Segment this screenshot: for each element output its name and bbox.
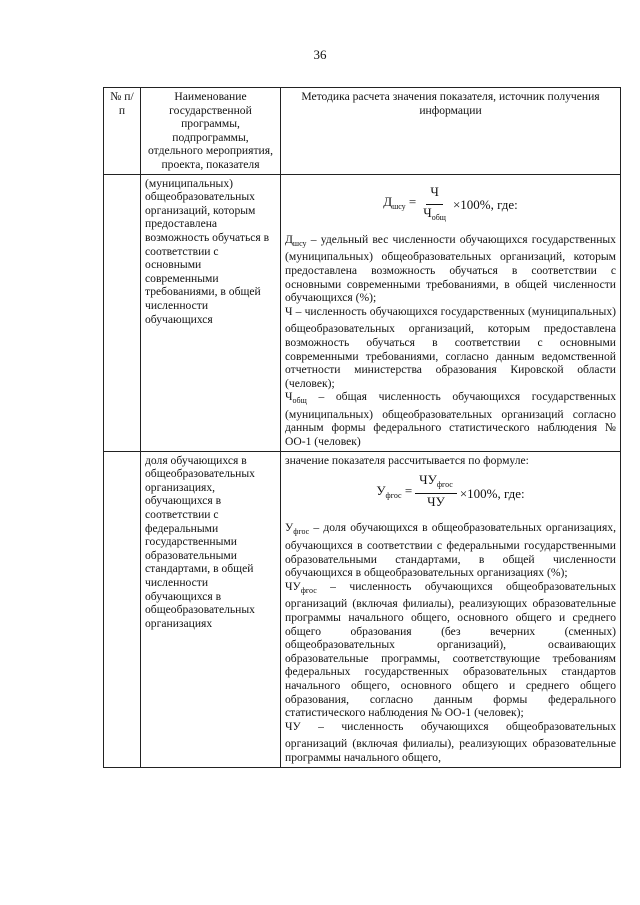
formula-numerator: ЧУ xyxy=(419,472,437,488)
definition-symbol-sub: фгос xyxy=(300,585,317,595)
indicator-name: доля обучающихся в общеобразовательных организациях, обучающихся в соответствии с федеральными государственными образовательными стандартами, в общей численности обучающихся в общеобразовательных организациях xyxy=(141,451,281,767)
formula-numerator-sub: фгос xyxy=(436,480,453,490)
header-number: № п/п xyxy=(104,88,141,175)
indicator-table xyxy=(103,87,621,768)
definition-text: – численность обучающихся общеобразовательных организаций (включая филиалы), реализующих образовательные программы начального общего, основного общего и среднего общего образования (без вечерних (сменных) общеобразовательных организаций), осваивающих образовательные программы, соответствующие требованиям федеральных государственных образовательных стандартов начального общего, основного общего и среднего общего образования, согласно данным формы федерального статистического наблюдения № ОО-1 (человек); xyxy=(285,579,616,720)
definition-symbol-sub: шсу xyxy=(292,238,307,248)
definition-symbol: Д xyxy=(285,232,293,246)
formula-denominator: Ч xyxy=(423,205,432,221)
definition-symbol-sub: общ xyxy=(292,396,307,406)
formula-lhs-sub: шсу xyxy=(392,202,406,212)
formula-rhs: ×100%, где: xyxy=(459,485,525,501)
formula: $У_{фгос}$ = $\frac{ЧУ_{фгос}}{ЧУ}$ ×100%, где: xyxy=(285,473,616,513)
row-number-cell xyxy=(104,451,141,767)
page-number: 36 xyxy=(313,47,327,62)
definition-paragraph xyxy=(285,390,616,448)
definition-symbol: Ч xyxy=(285,390,293,404)
definition-symbol: ЧУ xyxy=(285,579,301,593)
formula-fraction xyxy=(419,185,450,225)
formula-lhs-sub: фгос xyxy=(385,491,402,501)
method-cell xyxy=(281,451,621,767)
header-name: Наименование государственной программы, подпрограммы, отдельного мероприятия, проекта, показателя xyxy=(141,88,281,175)
definition-paragraph xyxy=(285,521,616,579)
formula-denominator-sub: общ xyxy=(431,213,446,223)
formula-intro: значение показателя рассчитывается по формуле: xyxy=(285,453,529,467)
definition-symbol-sub: фгос xyxy=(293,527,310,537)
table-header-row xyxy=(104,88,621,175)
indicator-name: (муниципальных) общеобразовательных организаций, которым предоставлена возможность обучаться в соответствии с основными современными требованиями, в общей численности обучающихся xyxy=(141,174,281,451)
formula-lhs: У xyxy=(376,483,386,499)
formula: $Д_{шсу}$ = $\frac{Ч}{Ч_{общ}}$ ×100%, где: xyxy=(285,185,616,225)
definition-symbol: ЧУ xyxy=(285,719,301,733)
definition-paragraph xyxy=(285,233,616,305)
formula-denominator: ЧУ xyxy=(427,493,445,509)
table-row xyxy=(104,451,621,767)
header-method: Методика расчета значения показателя, источник получения информации xyxy=(281,88,621,175)
definition-text: – удельный вес численности обучающихся государственных (муниципальных) общеобразовательных организаций, которым предоставлена возможность обучаться в соответствии с основными современными требованиями, в общей численности обучающихся (%); xyxy=(285,232,616,305)
definition-text: – численность обучающихся государственных (муниципальных) общеобразовательных организаций, которым предоставлена возможность обучаться в соответствии с основными современными требованиями, согласно данным ведомственной отчетности министерства образования Кировской области (человек); xyxy=(285,304,616,390)
definition-symbol: У xyxy=(285,521,294,535)
definition-text: – общая численность обучающихся государственных (муниципальных) общеобразовательных организаций согласно данным формы федерального статистического наблюдения № ОО-1 (человек) xyxy=(285,390,616,449)
definition-paragraph xyxy=(285,580,616,720)
definition-text: – численность обучающихся общеобразовательных организаций (включая филиалы), реализующих образовательные программы начального общего, xyxy=(285,719,616,764)
formula-numerator: Ч xyxy=(430,183,439,199)
definition-paragraph xyxy=(285,305,616,391)
row-number-cell xyxy=(104,174,141,451)
table-row xyxy=(104,174,621,451)
method-cell xyxy=(281,174,621,451)
definition-text: – доля обучающихся в общеобразовательных организациях, обучающихся в соответствии с федеральными государственными образовательными стандартами, в общей численности обучающихся в общеобразовательных организациях (%); xyxy=(285,521,616,580)
formula-rhs: ×100%, где: xyxy=(452,196,518,212)
formula-lhs: Д xyxy=(383,194,393,210)
formula-fraction xyxy=(415,473,457,513)
definition-paragraph xyxy=(285,720,616,765)
definition-symbol: Ч xyxy=(285,304,293,318)
